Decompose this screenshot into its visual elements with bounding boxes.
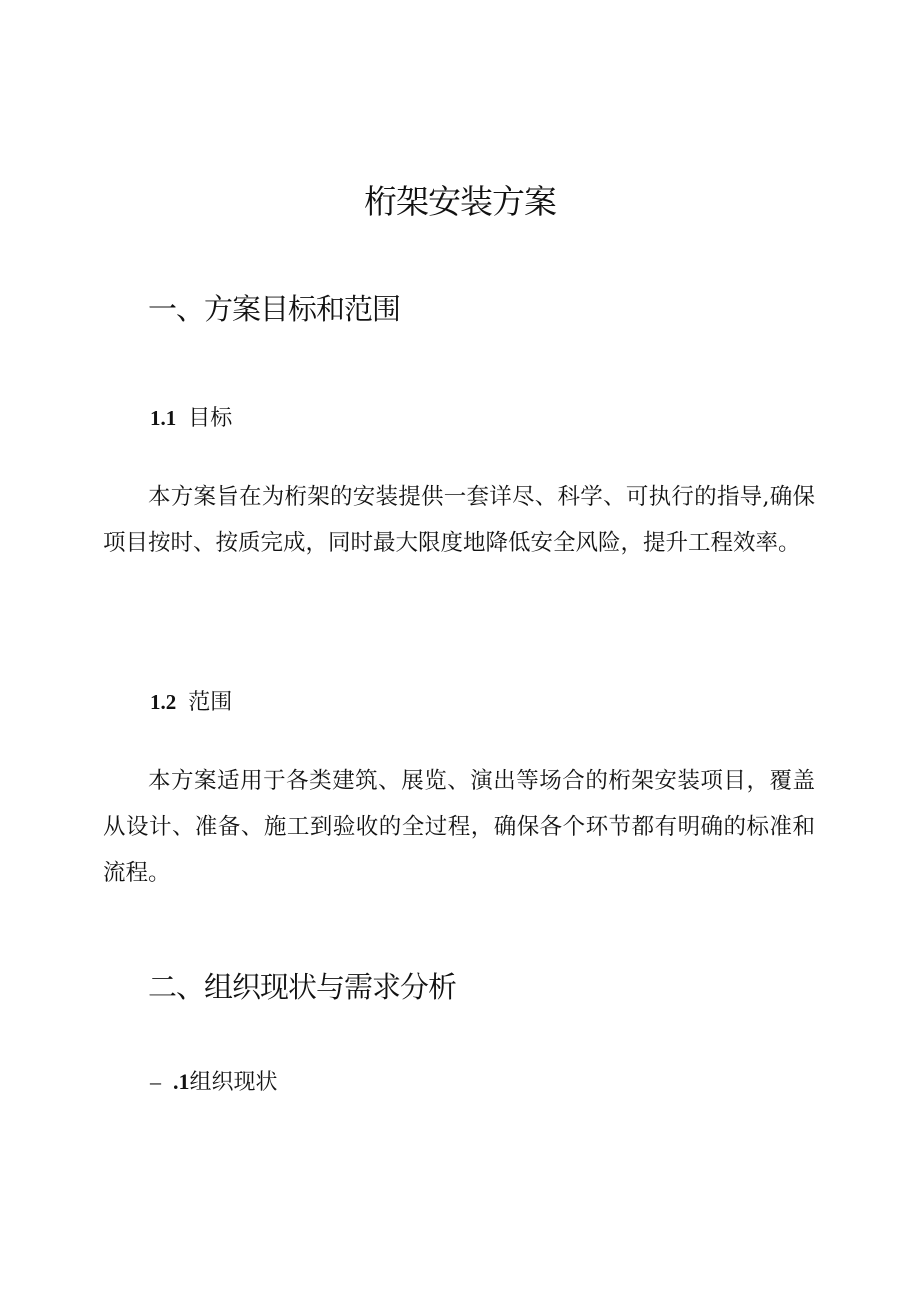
subsection-number: 1.2 — [150, 690, 177, 714]
subsection-number: .1 — [173, 1069, 190, 1094]
subsection-title: 范围 — [188, 690, 233, 715]
document-title: 桁架安装方案 — [364, 182, 556, 221]
paragraph-goal: 本方案旨在为桁架的安装提供一套详尽、科学、可执行的指导,确保项目按时、按质完成，同时最大限度地降低安全风险，提升工程效率。 — [103, 484, 815, 556]
section-heading-2: 二、组织现状与需求分析 — [148, 970, 457, 1004]
subsection-title: 目标 — [188, 406, 233, 431]
subsection-dash: – — [150, 1069, 161, 1094]
section-heading-1: 一、方案目标和范围 — [148, 292, 401, 326]
subsection-heading-1-1 — [150, 402, 232, 435]
subsection-number: 1.1 — [150, 406, 177, 430]
subsection-title: 组织现状 — [189, 1070, 278, 1095]
subsection-heading-2-1 — [150, 1066, 278, 1099]
subsection-heading-1-2 — [150, 686, 232, 719]
paragraph-scope: 本方案适用于各类建筑、展览、演出等场合的桁架安装项目，覆盖从设计、准备、施工到验收的全过程，确保各个环节都有明确的标准和流程。 — [103, 768, 815, 886]
